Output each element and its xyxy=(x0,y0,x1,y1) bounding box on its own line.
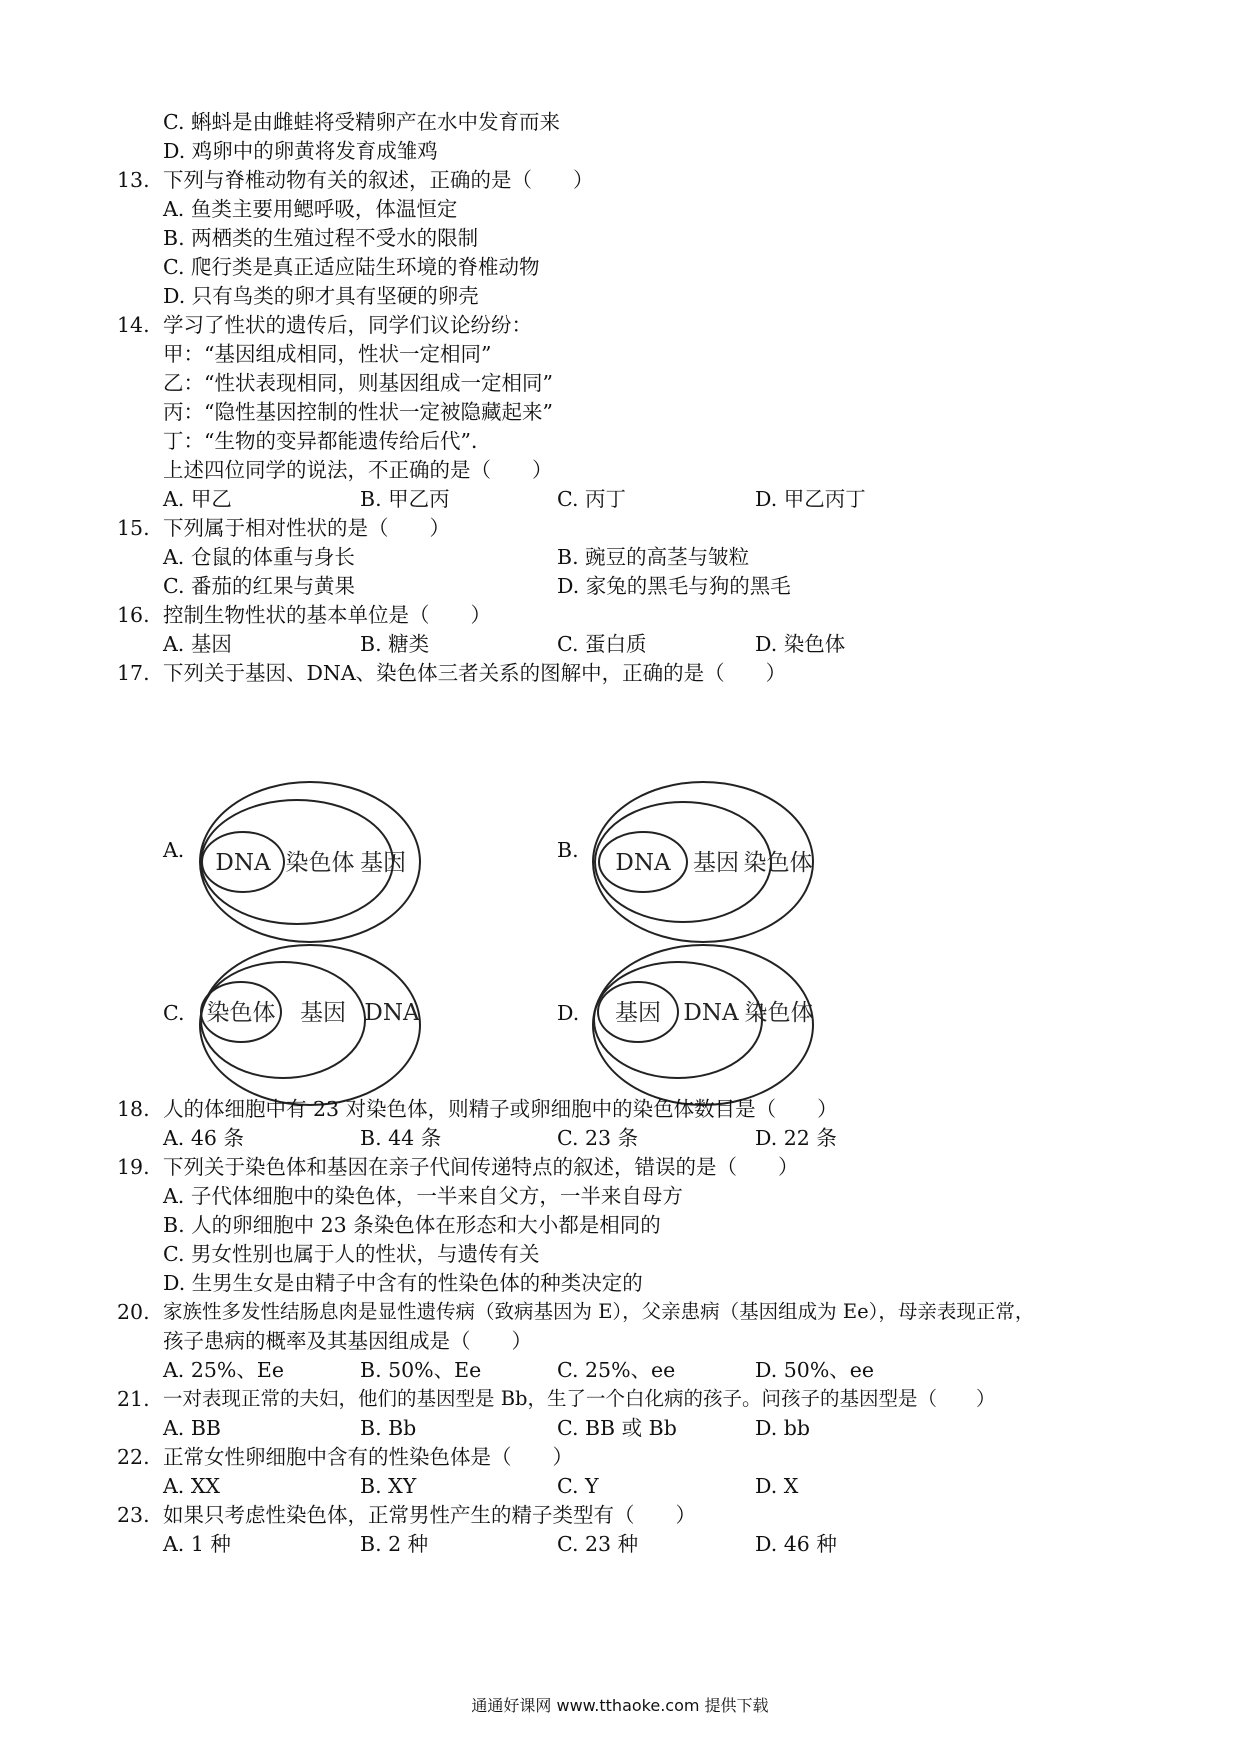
q15-option-d: D. 家兔的黑毛与狗的黑毛 xyxy=(557,574,791,598)
q17-a-inner-label: DNA xyxy=(215,850,271,876)
q12-option-d: D. 鸡卵中的卵黄将发育成雏鸡 xyxy=(163,139,438,163)
q14-quote-jia: 甲：“基因组成相同，性状一定相同” xyxy=(163,342,492,366)
q17-stem: 下列关于基因、DNA、染色体三者关系的图解中，正确的是（ ） xyxy=(163,661,787,685)
q23-option-c: C. 23 种 xyxy=(557,1532,639,1556)
q17-d-inner-label: 基因 xyxy=(615,1000,661,1026)
q21-option-d: D. bb xyxy=(755,1416,810,1440)
q18-option-a: A. 46 条 xyxy=(163,1126,244,1150)
q17-diagram-a xyxy=(195,777,425,947)
q21-option-b: B. Bb xyxy=(360,1416,417,1440)
q23-number: 23. xyxy=(117,1503,150,1527)
q20-stem: 家族性多发性结肠息肉是显性遗传病（致病基因为 E），父亲患病（基因组成为 Ee），母亲表现正常， xyxy=(163,1300,1035,1323)
q18-stem: 人的体细胞中有 23 对染色体，则精子或卵细胞中的染色体数目是（ ） xyxy=(163,1097,838,1121)
q15-option-a: A. 仓鼠的体重与身长 xyxy=(163,545,355,569)
q15-option-b: B. 豌豆的高茎与皱粒 xyxy=(557,545,750,569)
q17-number: 17. xyxy=(117,661,150,685)
q17-a-middle-label: 染色体 xyxy=(285,850,355,876)
q17-option-d-letter: D. xyxy=(557,1001,580,1025)
q22-option-b: B. XY xyxy=(360,1474,417,1498)
q17-option-b-letter: B. xyxy=(557,838,579,862)
q18-option-d: D. 22 条 xyxy=(755,1126,837,1150)
q21-stem: 一对表现正常的夫妇，他们的基因型是 Bb，生了一个白化病的孩子。问孩子的基因型是（ ） xyxy=(163,1387,996,1410)
q21-option-a: A. BB xyxy=(163,1416,221,1440)
q17-b-inner-label: DNA xyxy=(615,850,671,876)
q17-c-middle-label: 基因 xyxy=(300,1000,346,1026)
q17-b-middle-label: 基因 xyxy=(693,850,739,876)
q13-option-d: D. 只有鸟类的卵才具有坚硬的卵壳 xyxy=(163,284,479,308)
q13-option-b: B. 两栖类的生殖过程不受水的限制 xyxy=(163,226,479,250)
q22-stem: 正常女性卵细胞中含有的性染色体是（ ） xyxy=(163,1445,573,1469)
q17-option-a-letter: A. xyxy=(163,838,185,862)
q23-option-d: D. 46 种 xyxy=(755,1532,837,1556)
q14-number: 14. xyxy=(117,313,150,337)
q14-question: 上述四位同学的说法，不正确的是（ ） xyxy=(163,458,553,482)
q20-option-c: C. 25%、ee xyxy=(557,1358,676,1382)
q13-option-a: A. 鱼类主要用鳃呼吸，体温恒定 xyxy=(163,197,458,221)
q14-option-c: C. 丙丁 xyxy=(557,487,626,511)
q13-stem: 下列与脊椎动物有关的叙述，正确的是（ ） xyxy=(163,168,594,192)
q14-stem: 学习了性状的遗传后，同学们议论纷纷： xyxy=(163,313,532,337)
q19-option-a: A. 子代体细胞中的染色体，一半来自父方，一半来自母方 xyxy=(163,1184,683,1208)
q17-option-c-letter: C. xyxy=(163,1001,185,1025)
q19-option-b: B. 人的卵细胞中 23 条染色体在形态和大小都是相同的 xyxy=(163,1213,661,1237)
q17-c-inner-label: 染色体 xyxy=(206,1000,276,1026)
page-footer: 通通好课网 www.tthaoke.com 提供下载 xyxy=(471,1696,769,1715)
q16-stem: 控制生物性状的基本单位是（ ） xyxy=(163,603,491,627)
q14-quote-yi: 乙：“性状表现相同，则基因组成一定相同” xyxy=(163,371,553,395)
q14-quote-ding: 丁：“生物的变异都能遗传给后代”． xyxy=(163,429,492,453)
q21-option-c: C. BB 或 Bb xyxy=(557,1416,677,1440)
q18-number: 18. xyxy=(117,1097,150,1121)
q23-stem: 如果只考虑性染色体，正常男性产生的精子类型有（ ） xyxy=(163,1503,696,1527)
q16-option-c: C. 蛋白质 xyxy=(557,632,647,656)
q19-stem: 下列关于染色体和基因在亲子代间传递特点的叙述，错误的是（ ） xyxy=(163,1155,799,1179)
q20-stem-continued: 孩子患病的概率及其基因组成是（ ） xyxy=(163,1329,532,1353)
q17-d-middle-label: DNA xyxy=(683,1000,739,1026)
q19-option-d: D. 生男生女是由精子中含有的性染色体的种类决定的 xyxy=(163,1271,643,1295)
q16-option-b: B. 糖类 xyxy=(360,632,430,656)
q16-option-a: A. 基因 xyxy=(163,632,232,656)
q22-option-c: C. Y xyxy=(557,1474,599,1498)
q14-option-b: B. 甲乙丙 xyxy=(360,487,450,511)
q22-number: 22. xyxy=(117,1445,150,1469)
q12-option-c: C. 蝌蚪是由雌蛙将受精卵产在水中发育而来 xyxy=(163,110,560,134)
q15-number: 15. xyxy=(117,516,150,540)
q23-option-b: B. 2 种 xyxy=(360,1532,429,1556)
q17-diagram-c xyxy=(195,940,425,1110)
q17-c-outer-label: DNA xyxy=(364,1000,420,1026)
q17-a-outer-label: 基因 xyxy=(360,850,406,876)
q16-option-d: D. 染色体 xyxy=(755,632,846,656)
q20-number: 20. xyxy=(117,1300,150,1324)
q20-option-a: A. 25%、Ee xyxy=(163,1358,284,1382)
q15-stem: 下列属于相对性状的是（ ） xyxy=(163,516,450,540)
q18-option-c: C. 23 条 xyxy=(557,1126,639,1150)
q17-d-outer-label: 染色体 xyxy=(744,1000,814,1026)
q13-number: 13. xyxy=(117,168,150,192)
q15-option-c: C. 番茄的红果与黄果 xyxy=(163,574,355,598)
q16-number: 16. xyxy=(117,603,150,627)
q14-option-a: A. 甲乙 xyxy=(163,487,232,511)
q23-option-a: A. 1 种 xyxy=(163,1532,231,1556)
q13-option-c: C. 爬行类是真正适应陆生环境的脊椎动物 xyxy=(163,255,540,279)
q19-option-c: C. 男女性别也属于人的性状，与遗传有关 xyxy=(163,1242,540,1266)
q22-option-a: A. XX xyxy=(163,1474,221,1498)
q20-option-b: B. 50%、Ee xyxy=(360,1358,482,1382)
q20-option-d: D. 50%、ee xyxy=(755,1358,875,1382)
q21-number: 21. xyxy=(117,1387,150,1411)
q17-b-outer-label: 染色体 xyxy=(743,850,813,876)
q18-option-b: B. 44 条 xyxy=(360,1126,442,1150)
q22-option-d: D. X xyxy=(755,1474,799,1498)
q14-option-d: D. 甲乙丙丁 xyxy=(755,487,866,511)
q19-number: 19. xyxy=(117,1155,150,1179)
q17-diagram-d xyxy=(588,940,818,1110)
q17-diagram-b xyxy=(588,777,818,947)
q14-quote-bing: 丙：“隐性基因控制的性状一定被隐藏起来” xyxy=(163,400,553,424)
